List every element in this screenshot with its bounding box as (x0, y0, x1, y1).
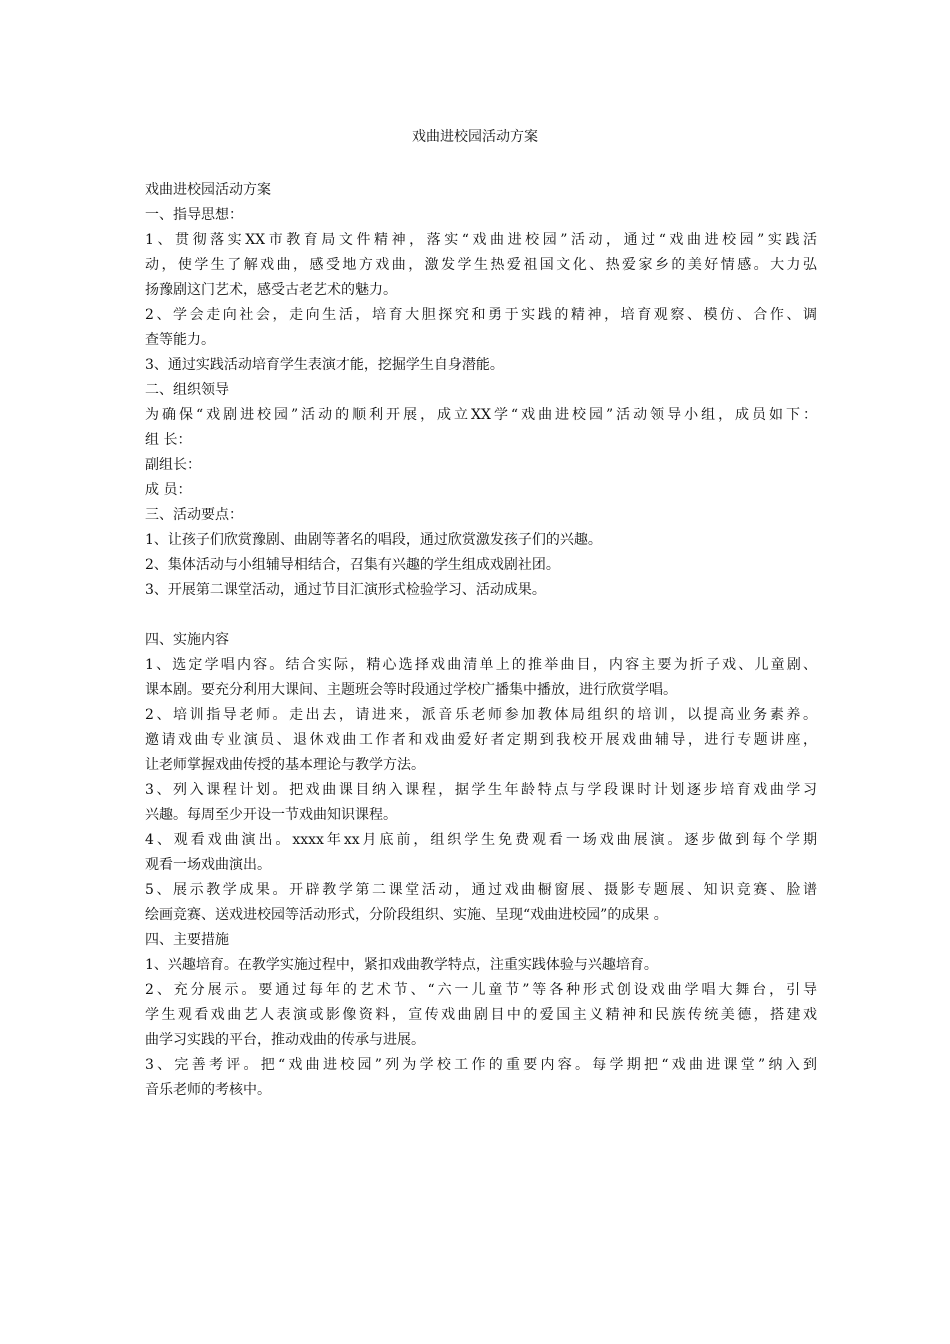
text-line: 二、组织领导 (145, 382, 229, 398)
text-line: 1、贯彻落实XX市教育局文件精神，落实“戏曲进校园”活动，通过“戏曲进校园”实践活 (145, 232, 817, 248)
text-line: 2、集体活动与小组辅导相结合，召集有兴趣的学生组成戏剧社团。 (145, 557, 560, 573)
text-line: 四、实施内容 (145, 632, 229, 648)
text-line: 为确保“戏剧进校园”活动的顺利开展，成立XX学“戏曲进校园”活动领导小组，成员如下： (145, 407, 817, 423)
text-line: 组 长： (145, 432, 192, 448)
document-title: 戏曲进校园活动方案 (412, 129, 538, 145)
text-line: 3、开展第二课堂活动，通过节目汇演形式检验学习、活动成果。 (145, 582, 546, 598)
text-line: 2、充分展示。要通过每年的艺术节、“六一儿童节”等各种形式创设戏曲学唱大舞台，引导 (145, 982, 817, 998)
text-line: 让老师掌握戏曲传授的基本理论与教学方法。 (145, 757, 425, 773)
text-line: 音乐老师的考核中。 (145, 1082, 271, 1098)
text-line: 曲学习实践的平台，推动戏曲的传承与进展。 (145, 1032, 425, 1048)
text-line: 课本剧。要充分利用大课间、主题班会等时段通过学校广播集中播放，进行欣赏学唱。 (145, 682, 677, 698)
text-line: 学生观看戏曲艺人表演或影像资料，宣传戏曲剧目中的爱国主义精神和民族传统美德，搭建戏 (145, 1007, 817, 1023)
text-line: 3、通过实践活动培育学生表演才能，挖掘学生自身潜能。 (145, 357, 504, 373)
text-line: 三、活动要点： (145, 507, 243, 523)
text-line: 邀请戏曲专业演员、退休戏曲工作者和戏曲爱好者定期到我校开展戏曲辅导，进行专题讲座， (145, 732, 817, 748)
text-line: 查等能力。 (145, 332, 215, 348)
text-line: 2、培训指导老师。走出去，请进来，派音乐老师参加教体局组织的培训，以提高业务素养。 (145, 707, 817, 723)
text-line: 1、让孩子们欣赏豫剧、曲剧等著名的唱段，通过欣赏激发孩子们的兴趣。 (145, 532, 602, 548)
text-line: 4、观看戏曲演出。xxxx年xx月底前，组织学生免费观看一场戏曲展演。逐步做到每个学期 (145, 832, 817, 848)
text-line: 3、列入课程计划。把戏曲课目纳入课程，据学生年龄特点与学段课时计划逐步培育戏曲学习 (145, 782, 817, 798)
text-line: 绘画竞赛、送戏进校园等活动形式，分阶段组织、实施、呈现“戏曲进校园”的成果 。 (145, 907, 668, 923)
document-body (145, 178, 817, 1103)
text-line: 2、学会走向社会，走向生活，培育大胆探究和勇于实践的精神，培育观察、模仿、合作、调 (145, 307, 817, 323)
text-line: 戏曲进校园活动方案 (145, 182, 271, 198)
text-line: 副组长： (145, 457, 201, 473)
text-line: 3、完善考评。把“戏曲进校园”列为学校工作的重要内容。每学期把“戏曲进课堂”纳入到 (145, 1057, 817, 1073)
text-line: 兴趣。每周至少开设一节戏曲知识课程。 (145, 807, 397, 823)
blank-line (145, 603, 817, 628)
text-line: 扬豫剧这门艺术，感受古老艺术的魅力。 (145, 282, 397, 298)
text-line: 观看一场戏曲演出。 (145, 857, 271, 873)
text-line: 1、选定学唱内容。结合实际，精心选择戏曲清单上的推举曲目，内容主要为折子戏、儿童剧、 (145, 657, 817, 673)
text-line: 四、主要措施 (145, 932, 229, 948)
text-line: 成 员： (145, 482, 192, 498)
text-line: 动，使学生了解戏曲，感受地方戏曲，激发学生热爱祖国文化、热爱家乡的美好情感。大力弘 (145, 257, 817, 273)
text-line: 1、兴趣培育。在教学实施过程中，紧扣戏曲教学特点，注重实践体验与兴趣培育。 (145, 957, 658, 973)
text-line: 5、展示教学成果。开辟教学第二课堂活动，通过戏曲橱窗展、摄影专题展、知识竞赛、脸谱 (145, 882, 817, 898)
text-line: 一、指导思想： (145, 207, 243, 223)
